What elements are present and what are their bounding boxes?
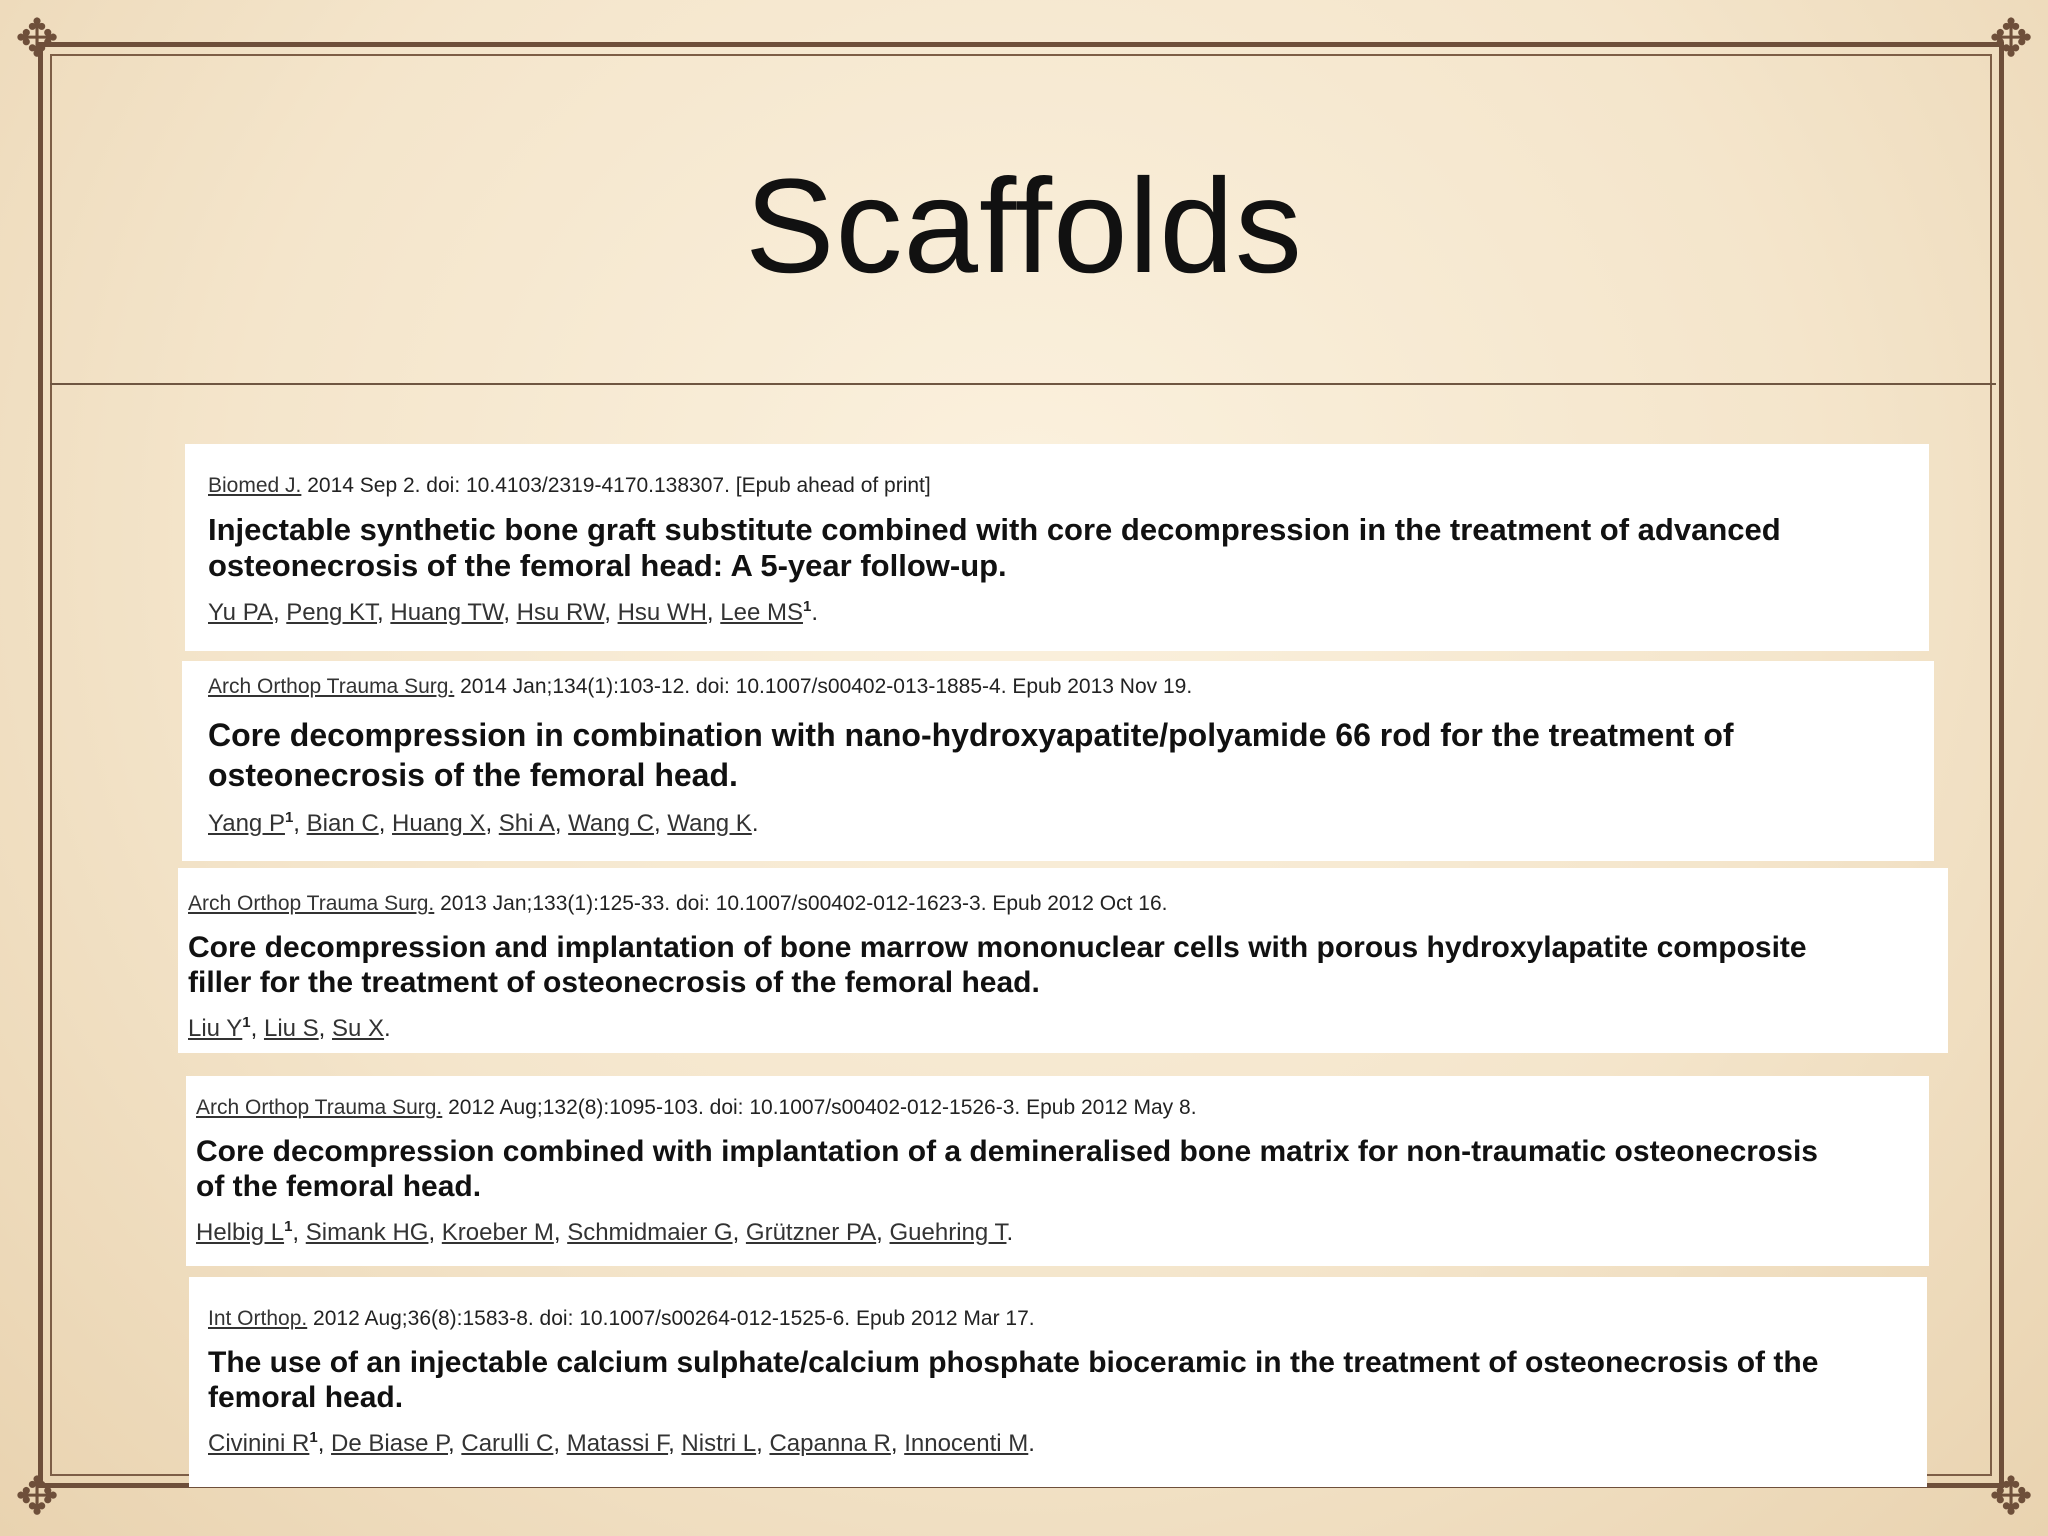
author-link[interactable]: Guehring T bbox=[889, 1219, 1007, 1246]
reference-card bbox=[186, 1076, 1929, 1266]
reference-details: 2013 Jan;133(1):125-33. doi: 10.1007/s00402-012-1623-3. Epub 2012 Oct 16. bbox=[434, 892, 1168, 915]
author-link[interactable]: Hsu RW bbox=[516, 599, 605, 626]
author-link[interactable]: Kroeber M bbox=[441, 1219, 554, 1246]
reference-title-line: Core decompression and implantation of bone marrow mononuclear cells with porous hydroxylapatite composite bbox=[188, 931, 1807, 964]
journal-link[interactable]: Arch Orthop Trauma Surg. bbox=[196, 1096, 443, 1119]
reference-title-line: osteonecrosis of the femoral head: A 5-year follow-up. bbox=[208, 548, 1007, 583]
author-link[interactable]: Carulli C bbox=[461, 1430, 554, 1457]
reference-card bbox=[185, 444, 1929, 651]
reference-title-line: Core decompression in combination with nano-hydroxyapatite/polyamide 66 rod for the treatment of bbox=[208, 717, 1734, 753]
author-link[interactable]: Nistri L bbox=[681, 1430, 757, 1457]
slide-title: Scaffolds bbox=[745, 152, 1303, 301]
reference-title bbox=[208, 715, 1934, 795]
reference-title bbox=[196, 1134, 1929, 1204]
reference-source bbox=[208, 1307, 1927, 1331]
author-link[interactable]: Su X bbox=[332, 1015, 385, 1042]
reference-title bbox=[188, 930, 1948, 1000]
author-link[interactable]: Schmidmaier G bbox=[567, 1219, 733, 1246]
affiliation-superscript: 1 bbox=[309, 1429, 318, 1446]
reference-authors: Yang $P^1$, Bian C, Huang X, Shi A, Wang C, Wang K. bbox=[208, 809, 759, 837]
reference-title-line: femoral head. bbox=[208, 1381, 404, 1414]
author-link[interactable]: Liu Y bbox=[188, 1015, 243, 1042]
reference-source bbox=[196, 1096, 1929, 1120]
author-link[interactable]: De Biase P bbox=[331, 1430, 449, 1457]
author-link[interactable]: Peng KT bbox=[286, 599, 378, 626]
author-link[interactable]: Capanna R bbox=[769, 1430, 891, 1457]
author-link[interactable]: Innocenti M bbox=[904, 1430, 1029, 1457]
reference-card bbox=[178, 868, 1948, 1053]
journal-link[interactable]: Arch Orthop Trauma Surg. bbox=[188, 892, 435, 915]
corner-ornament-icon: ✥ bbox=[1989, 1467, 2033, 1527]
reference-details: 2012 Aug;132(8):1095-103. doi: 10.1007/s00402-012-1526-3. Epub 2012 May 8. bbox=[442, 1096, 1197, 1119]
reference-authors: Liu $Y^1$, Liu S, Su X. bbox=[188, 1014, 391, 1042]
author-link[interactable]: Simank HG bbox=[305, 1219, 429, 1246]
reference-authors: Yu PA, Peng KT, Huang TW, Hsu RW, Hsu WH, Lee $MS^1$. bbox=[208, 598, 818, 626]
author-link[interactable]: Civinini R bbox=[208, 1430, 310, 1457]
author-link[interactable]: Helbig L bbox=[196, 1219, 285, 1246]
reference-authors: Civinini $R^1$, De Biase P, Carulli C, Matassi F, Nistri L, Capanna R, Innocenti M. bbox=[208, 1429, 1035, 1457]
reference-title-line: Injectable synthetic bone graft substitute combined with core decompression in the treatment of advanced bbox=[208, 512, 1781, 547]
reference-source bbox=[208, 675, 1934, 699]
reference-card bbox=[182, 661, 1934, 861]
author-link[interactable]: Bian C bbox=[306, 810, 379, 837]
author-link[interactable]: Huang X bbox=[392, 810, 486, 837]
author-link[interactable]: Huang TW bbox=[390, 599, 504, 626]
reference-title bbox=[208, 512, 1929, 584]
reference-title-line: osteonecrosis of the femoral head. bbox=[208, 757, 738, 793]
reference-details: 2012 Aug;36(8):1583-8. doi: 10.1007/s00264-012-1525-6. Epub 2012 Mar 17. bbox=[307, 1307, 1035, 1330]
author-link[interactable]: Wang C bbox=[568, 810, 654, 837]
author-link[interactable]: Yang P bbox=[208, 810, 285, 837]
reference-title-line: The use of an injectable calcium sulphate/calcium phosphate bioceramic in the treatment of osteonecrosis of the bbox=[208, 1346, 1819, 1379]
author-link[interactable]: Hsu WH bbox=[617, 599, 707, 626]
reference-details: 2014 Jan;134(1):103-12. doi: 10.1007/s00402-013-1885-4. Epub 2013 Nov 19. bbox=[454, 675, 1193, 698]
corner-ornament-icon: ✥ bbox=[15, 1467, 59, 1527]
reference-source bbox=[208, 474, 1929, 498]
reference-authors: Helbig $L^1$, Simank HG, Kroeber M, Schmidmaier G, Grützner PA, Guehring T. bbox=[196, 1218, 1014, 1246]
corner-ornament-icon: ✥ bbox=[15, 9, 59, 69]
journal-link[interactable]: Arch Orthop Trauma Surg. bbox=[208, 675, 455, 698]
author-link[interactable]: Lee MS bbox=[720, 599, 803, 626]
reference-title-line: filler for the treatment of osteonecrosis of the femoral head. bbox=[188, 966, 1040, 999]
author-link[interactable]: Yu PA bbox=[208, 599, 273, 626]
reference-source bbox=[188, 892, 1948, 916]
author-link[interactable]: Grützner PA bbox=[745, 1219, 877, 1246]
reference-card bbox=[189, 1277, 1927, 1487]
affiliation-superscript: 1 bbox=[284, 1218, 293, 1235]
reference-title-line: Core decompression combined with implantation of a demineralised bone matrix for non-traumatic osteonecrosis bbox=[196, 1135, 1818, 1168]
reference-details: 2014 Sep 2. doi: 10.4103/2319-4170.138307. [Epub ahead of print] bbox=[301, 474, 931, 497]
journal-link[interactable]: Biomed J. bbox=[208, 474, 302, 497]
affiliation-superscript: 1 bbox=[802, 598, 812, 615]
author-link[interactable]: Matassi F bbox=[566, 1430, 669, 1457]
reference-title bbox=[208, 1345, 1927, 1415]
title-divider bbox=[50, 383, 1996, 385]
affiliation-superscript: 1 bbox=[242, 1014, 251, 1031]
author-link[interactable]: Shi A bbox=[498, 810, 555, 837]
author-link[interactable]: Wang K bbox=[667, 810, 752, 837]
reference-title-line: of the femoral head. bbox=[196, 1170, 482, 1203]
corner-ornament-icon: ✥ bbox=[1989, 9, 2033, 69]
affiliation-superscript: 1 bbox=[284, 809, 294, 826]
journal-link[interactable]: Int Orthop. bbox=[208, 1307, 308, 1330]
author-link[interactable]: Liu S bbox=[263, 1015, 319, 1042]
